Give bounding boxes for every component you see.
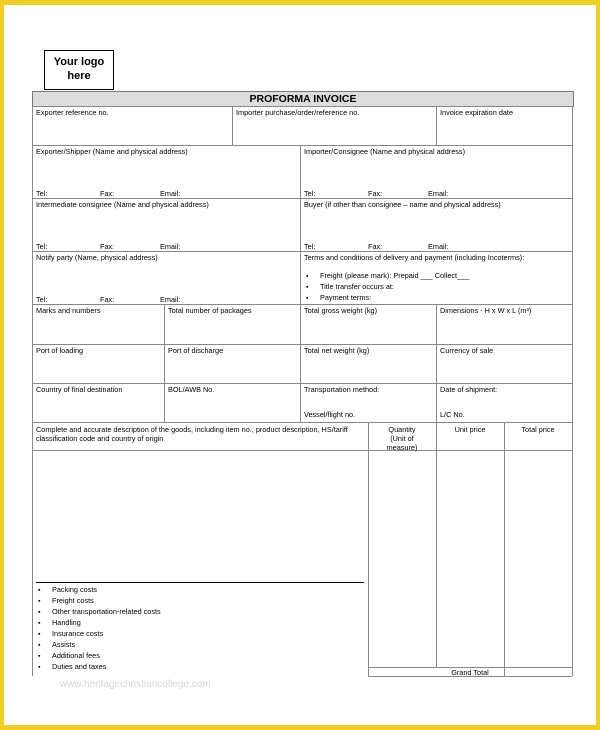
form-right-border [572, 106, 573, 676]
gross-weight-label: Total gross weight (kg) [304, 306, 377, 315]
exporter-fax: Fax: [100, 189, 115, 198]
intermediate-tel: Tel: [36, 242, 48, 251]
costs-list [38, 585, 161, 673]
cost-item: ▪ Duties and taxes [38, 662, 161, 673]
vessel-label: Vessel/flight no. [304, 410, 356, 419]
country-destination-label: Country of final destination [36, 385, 123, 394]
buyer-fax: Fax: [368, 242, 383, 251]
logo-line-1: Your logo [53, 56, 105, 68]
importer-tel: Tel: [304, 189, 316, 198]
importer-label: Importer/Consignee (Name and physical address) [304, 147, 466, 156]
terms-item: ▪ Freight (please mark): Prepaid ___ Collect___ [306, 271, 469, 282]
cost-item: ▪ Assists [38, 640, 161, 651]
watermark: www.heritagechristiancollege.com [60, 679, 211, 690]
currency-label: Currency of sale [440, 346, 494, 355]
exporter-reference-label: Exporter reference no. [36, 108, 109, 117]
exporter-tel: Tel: [36, 189, 48, 198]
form-left-border [32, 106, 33, 676]
form-top-border [32, 106, 572, 107]
col-line [436, 422, 437, 667]
terms-list [306, 271, 469, 304]
buyer-label: Buyer (if other than consignee – name and physical address) [304, 200, 501, 209]
row-line [32, 344, 572, 345]
invoice-form [32, 106, 574, 678]
notify-tel: Tel: [36, 295, 48, 304]
expiration-date-label: Invoice expiration date [440, 108, 514, 117]
dimensions-label: Dimensions - H x W x L (m³) [440, 306, 532, 315]
terms-heading: Terms and conditions of delivery and payment (including Incoterms): [304, 253, 525, 262]
col-line [300, 145, 301, 422]
intermediate-email: Email: [160, 242, 181, 251]
lc-label: L/C No. [440, 410, 465, 419]
exporter-email: Email: [160, 189, 181, 198]
terms-item: ▪ Title transfer occurs at: [306, 282, 469, 293]
cost-item: ▪ Handling [38, 618, 161, 629]
exporter-label: Exporter/Shipper (Name and physical address) [36, 147, 188, 156]
col-line [504, 422, 505, 676]
invoice-title: PROFORMA INVOICE [32, 91, 574, 107]
importer-fax: Fax: [368, 189, 383, 198]
cost-item: ▪ Additional fees [38, 651, 161, 662]
shipment-date-label: Date of shipment: [440, 385, 498, 394]
notify-fax: Fax: [100, 295, 115, 304]
logo-line-2: here [67, 70, 91, 82]
cost-item: ▪ Insurance costs [38, 629, 161, 640]
row-line [32, 251, 572, 252]
costs-separator [36, 582, 364, 583]
col-line [232, 106, 233, 145]
unit-price-header: Unit price [454, 425, 486, 434]
intermediate-consignee-label: Intermediate consignee (Name and physical address) [36, 200, 209, 209]
packages-label: Total number of packages [168, 306, 252, 315]
bol-label: BOL/AWB No. [168, 385, 215, 394]
terms-item: ▪ Payment terms: [306, 293, 469, 304]
row-line [32, 383, 572, 384]
goods-description-header: Complete and accurate description of the goods, including item no., product description, HS/tariff classification code and country of origin [36, 425, 348, 443]
net-weight-label: Total net weight (kg) [304, 346, 370, 355]
buyer-email: Email: [428, 242, 449, 251]
col-line [436, 304, 437, 422]
notify-email: Email: [160, 295, 181, 304]
buyer-tel: Tel: [304, 242, 316, 251]
row-line [32, 450, 572, 451]
port-of-discharge-label: Port of discharge [168, 346, 224, 355]
col-line [368, 422, 369, 676]
total-price-header: Total price [521, 425, 555, 434]
notify-party-label: Notify party (Name, physical address) [36, 253, 158, 262]
marks-label: Marks and numbers [36, 306, 101, 315]
quantity-header: Quantity (Unit of measure) [386, 425, 418, 452]
cost-item: ▪ Packing costs [38, 585, 161, 596]
port-of-loading-label: Port of loading [36, 346, 84, 355]
transport-method-label: Transportation method: [304, 385, 380, 394]
row-line [32, 145, 572, 146]
cost-item: ▪ Freight costs [38, 596, 161, 607]
grand-total-label: Grand Total [451, 668, 489, 677]
col-line [164, 304, 165, 422]
cost-item: ▪ Other transportation-related costs [38, 607, 161, 618]
importer-email: Email: [428, 189, 449, 198]
col-line [436, 106, 437, 145]
row-line [32, 422, 572, 423]
row-line [32, 198, 572, 199]
logo-placeholder [44, 50, 114, 90]
importer-reference-label: Importer purchase/order/reference no. [236, 108, 360, 117]
row-line [32, 304, 572, 305]
intermediate-fax: Fax: [100, 242, 115, 251]
